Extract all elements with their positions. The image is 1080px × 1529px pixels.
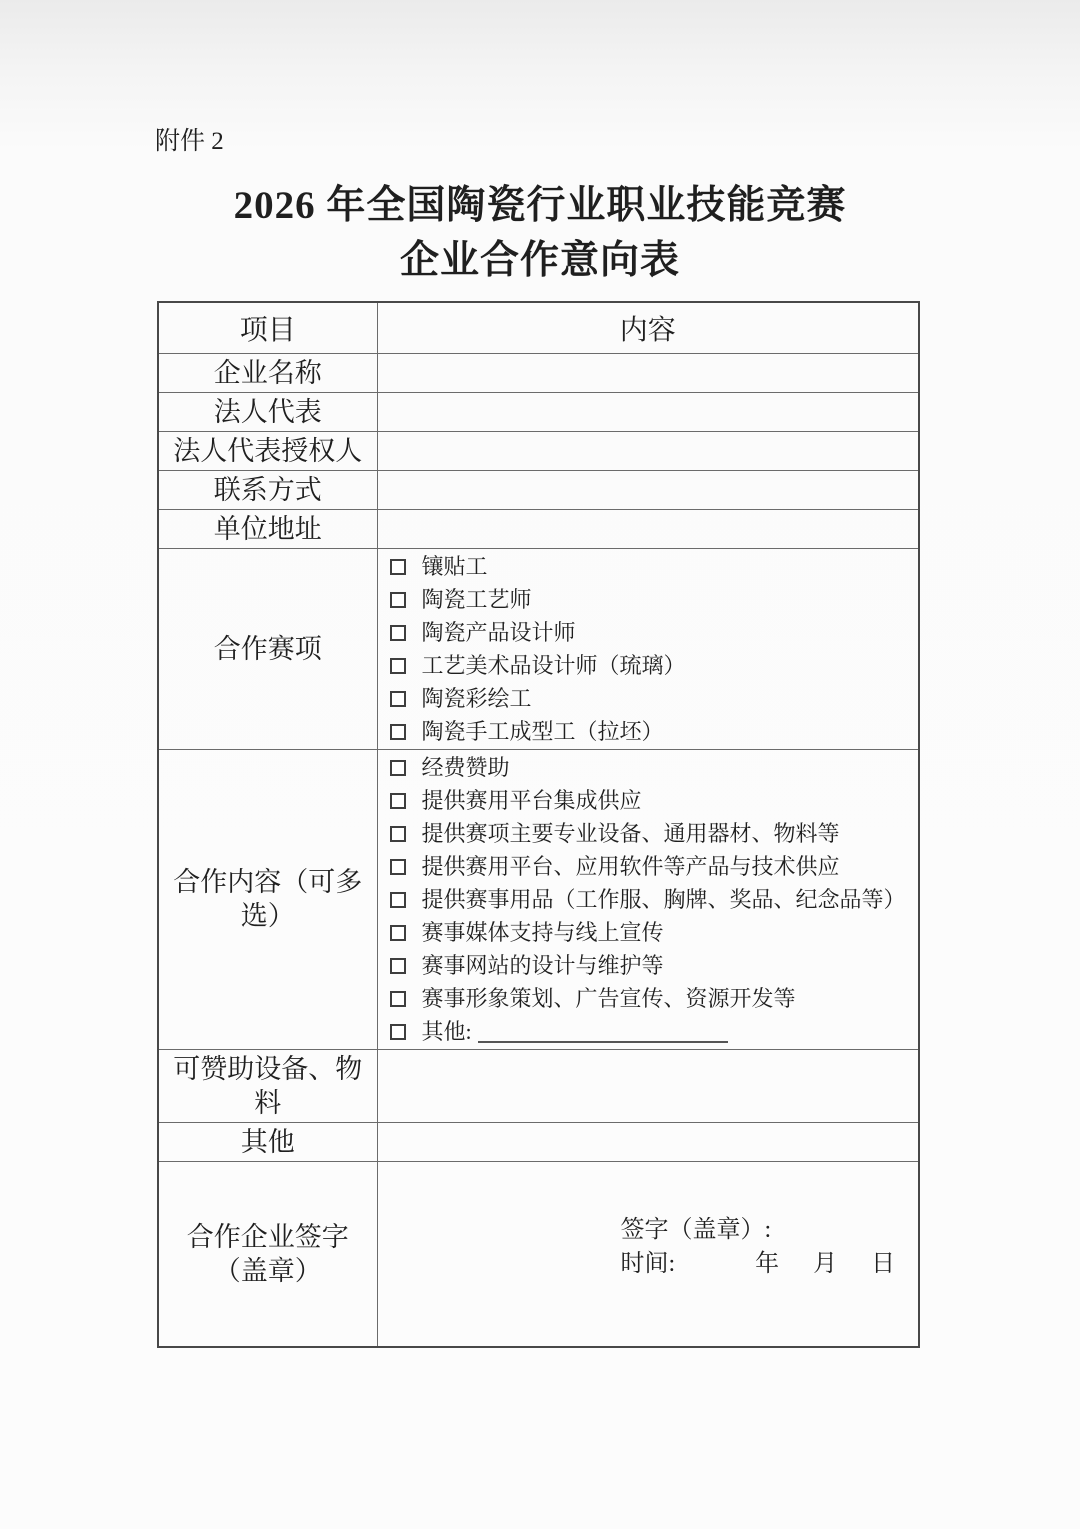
sponsor-equipment-label: 可赞助设备、物料 (158, 1049, 377, 1122)
signature-area[interactable] (377, 1161, 919, 1347)
document-title (0, 178, 1080, 288)
table-row (158, 470, 919, 509)
checkbox-icon[interactable] (390, 625, 406, 641)
coop-option-label: 赛事媒体支持与线上宣传 (421, 919, 664, 945)
event-option-label: 陶瓷工艺师 (421, 586, 532, 612)
attachment-label: 附件 2 (155, 128, 224, 155)
coop-option (390, 751, 913, 784)
other-row-value[interactable] (377, 1122, 919, 1161)
date-year-label: 年 (755, 1250, 780, 1277)
other-row-label: 其他 (158, 1122, 377, 1161)
signature-row-label: 合作企业签字（盖章） (158, 1161, 377, 1347)
coop-option-label: 赛事形象策划、广告宣传、资源开发等 (421, 985, 796, 1011)
checkbox-icon[interactable] (390, 826, 406, 842)
signature-date-line (621, 1247, 919, 1281)
event-option-label: 镶贴工 (421, 553, 488, 579)
checkbox-icon[interactable] (390, 958, 406, 974)
checkbox-icon[interactable] (390, 859, 406, 875)
signature-seal-line: 签字（盖章）: (620, 1216, 772, 1243)
coop-option (390, 982, 913, 1015)
cooperation-content-options (377, 749, 919, 1049)
other-fill-in-blank[interactable] (478, 1019, 728, 1043)
checkbox-icon[interactable] (390, 592, 406, 608)
coop-option-label: 经费赞助 (421, 754, 510, 780)
checkbox-icon[interactable] (390, 1024, 406, 1040)
checkbox-icon[interactable] (390, 793, 406, 809)
cooperation-content-label: 合作内容（可多选） (158, 749, 377, 1049)
checkbox-icon[interactable] (390, 691, 406, 707)
event-option (390, 682, 913, 715)
field-label-legal-rep-authorized: 法人代表授权人 (158, 431, 377, 470)
coop-option (390, 817, 913, 850)
events-options (377, 548, 919, 749)
date-time-label: 时间: (620, 1250, 676, 1277)
coop-option-label: 提供赛项主要专业设备、通用器材、物料等 (421, 820, 840, 846)
coop-option (390, 916, 913, 949)
checkbox-icon[interactable] (390, 760, 406, 776)
document-title-line1: 2026 年全国陶瓷行业职业技能竞赛 (233, 184, 847, 227)
event-option (390, 616, 913, 649)
event-option (390, 649, 913, 682)
field-value-legal-rep[interactable] (377, 392, 919, 431)
field-label-contact: 联系方式 (158, 470, 377, 509)
coop-option-label: 提供赛用平台、应用软件等产品与技术供应 (421, 853, 840, 879)
field-label-legal-rep: 法人代表 (158, 392, 377, 431)
event-option (390, 715, 913, 748)
checkbox-icon[interactable] (390, 991, 406, 1007)
other-row (158, 1122, 919, 1161)
table-row (158, 353, 919, 392)
column-header-content: 内容 (377, 302, 919, 353)
table-row (158, 509, 919, 548)
coop-option (390, 850, 913, 883)
checkbox-icon[interactable] (390, 724, 406, 740)
sponsor-equipment-row (158, 1049, 919, 1122)
coop-option (390, 883, 913, 916)
checkbox-icon[interactable] (390, 925, 406, 941)
field-value-contact[interactable] (377, 470, 919, 509)
document-title-line2: 企业合作意向表 (399, 239, 680, 282)
date-month-label: 月 (813, 1250, 838, 1277)
cooperation-content-row (158, 749, 919, 1049)
field-value-legal-rep-authorized[interactable] (377, 431, 919, 470)
sponsor-equipment-value[interactable] (377, 1049, 919, 1122)
event-option (390, 583, 913, 616)
event-option-label: 工艺美术品设计师（琉璃） (421, 652, 686, 678)
field-value-address[interactable] (377, 509, 919, 548)
cooperation-form-table (157, 301, 920, 1348)
table-header-row (158, 302, 919, 353)
events-row (158, 548, 919, 749)
coop-option (390, 949, 913, 982)
table-row (158, 431, 919, 470)
checkbox-icon[interactable] (390, 658, 406, 674)
coop-option-label: 提供赛用平台集成供应 (421, 787, 642, 813)
coop-option-label: 赛事网站的设计与维护等 (421, 952, 664, 978)
event-option-label: 陶瓷手工成型工（拉坯） (421, 718, 664, 744)
table-row (158, 392, 919, 431)
event-option-label: 陶瓷彩绘工 (421, 685, 532, 711)
coop-option (390, 784, 913, 817)
coop-option-label: 提供赛事用品（工作服、胸牌、奖品、纪念品等） (421, 886, 906, 912)
event-option (390, 550, 913, 583)
event-option-label: 陶瓷产品设计师 (421, 619, 576, 645)
events-row-label: 合作赛项 (158, 548, 377, 749)
checkbox-icon[interactable] (390, 559, 406, 575)
date-day-label: 日 (871, 1250, 896, 1277)
field-label-address: 单位地址 (158, 509, 377, 548)
column-header-item: 项目 (158, 302, 377, 353)
checkbox-icon[interactable] (390, 892, 406, 908)
coop-other-label: 其他: (421, 1018, 472, 1044)
coop-option-other (390, 1015, 913, 1048)
field-value-company-name[interactable] (377, 353, 919, 392)
signature-row (158, 1161, 919, 1347)
field-label-company-name: 企业名称 (158, 353, 377, 392)
